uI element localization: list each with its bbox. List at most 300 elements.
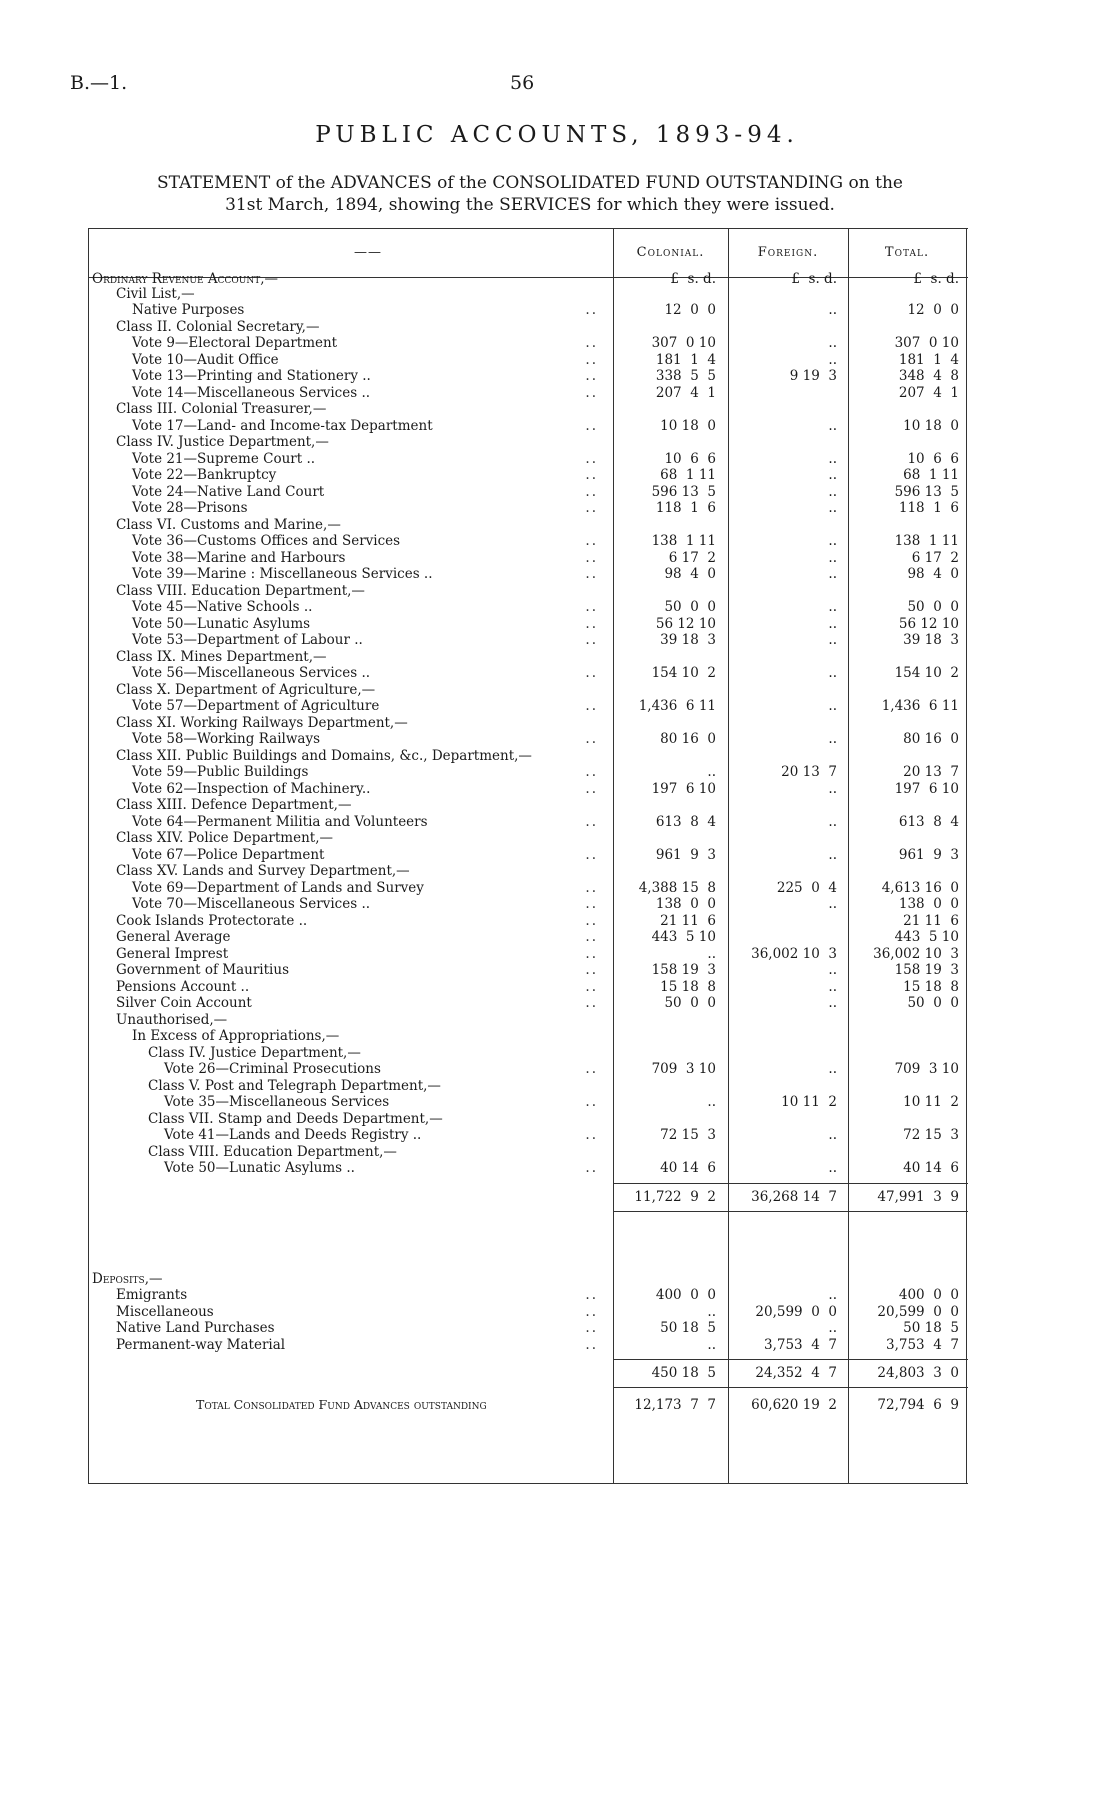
table-row bbox=[88, 896, 968, 912]
colonial-amount: 613 8 4 bbox=[655, 813, 716, 830]
foreign-amount: .. bbox=[828, 962, 837, 978]
total-amount: 50 18 5 bbox=[903, 1320, 959, 1336]
total-amount: 348 4 8 bbox=[898, 368, 959, 384]
row-label: Native Purposes bbox=[132, 302, 245, 318]
colonial-amount: 40 14 6 bbox=[660, 1160, 716, 1176]
foreign-amount: .. bbox=[828, 1320, 837, 1336]
total-amount: 10 18 0 bbox=[903, 417, 959, 434]
colonial-amount: 181 1 4 bbox=[655, 351, 716, 368]
foreign-amount: .. bbox=[828, 780, 837, 797]
total-amount: 307 0 10 bbox=[894, 335, 959, 351]
table-row bbox=[88, 1012, 968, 1028]
table-row bbox=[88, 467, 968, 483]
foreign-amount: £ s. d. bbox=[791, 271, 837, 287]
colonial-amount: 68 1 11 bbox=[660, 467, 716, 483]
row-label: Class VII. Stamp and Deeds Department,— bbox=[148, 1110, 443, 1127]
colonial-amount: 709 3 10 bbox=[651, 1061, 716, 1077]
table-row bbox=[88, 1078, 968, 1094]
table-row bbox=[88, 682, 968, 698]
leader-dots: .. bbox=[585, 929, 598, 945]
foreign-amount: 9 19 3 bbox=[789, 368, 837, 384]
table-row bbox=[88, 302, 968, 318]
total-amount: 4,613 16 0 bbox=[881, 879, 959, 896]
row-label: Vote 56—Miscellaneous Services .. bbox=[132, 665, 371, 681]
colonial-amount: 138 0 0 bbox=[655, 896, 716, 912]
total-amount: 10 6 6 bbox=[907, 450, 959, 467]
foreign-amount: .. bbox=[828, 698, 837, 714]
table-row bbox=[88, 946, 968, 962]
table-row bbox=[88, 995, 968, 1011]
table-row bbox=[88, 566, 968, 582]
row-label: Vote 14—Miscellaneous Services .. bbox=[132, 384, 371, 401]
colonial-amount: 338 5 5 bbox=[655, 368, 716, 384]
table-row bbox=[88, 880, 968, 896]
leader-dots: .. bbox=[585, 335, 598, 351]
table-row bbox=[88, 649, 968, 665]
total-amount: 68 1 11 bbox=[903, 467, 959, 483]
table-row bbox=[88, 451, 968, 467]
col-header-foreign: Foreign. bbox=[757, 245, 819, 260]
table-row bbox=[88, 748, 968, 764]
total-amount: 1,436 6 11 bbox=[881, 698, 959, 714]
grand-total-row bbox=[88, 1397, 968, 1413]
row-label: Class VIII. Education Department,— bbox=[148, 1143, 397, 1160]
table-row bbox=[88, 599, 968, 615]
table-row bbox=[88, 1320, 968, 1336]
foreign-amount: 36,268 14 7 bbox=[751, 1188, 837, 1205]
table-row bbox=[88, 1094, 968, 1110]
foreign-amount: 36,002 10 3 bbox=[751, 945, 837, 962]
advances-table bbox=[88, 228, 968, 1484]
foreign-amount: .. bbox=[828, 1061, 837, 1077]
total-amount: 3,753 4 7 bbox=[886, 1336, 959, 1353]
leader-dots: .. bbox=[585, 1160, 598, 1176]
colonial-amount: 12 0 0 bbox=[664, 302, 716, 318]
table-row bbox=[88, 1045, 968, 1061]
table-row bbox=[88, 1189, 968, 1205]
colonial-amount: 21 11 6 bbox=[660, 912, 716, 929]
leader-dots: .. bbox=[585, 962, 598, 978]
colonial-amount: 400 0 0 bbox=[655, 1287, 716, 1303]
col-header-total: Total. bbox=[884, 245, 930, 260]
leader-dots: .. bbox=[585, 566, 598, 582]
table-row bbox=[88, 814, 968, 830]
leader-dots: .. bbox=[585, 1094, 598, 1110]
foreign-amount: .. bbox=[828, 896, 837, 912]
leader-dots: .. bbox=[585, 995, 598, 1011]
row-label: Native Land Purchases bbox=[116, 1320, 275, 1336]
colonial-amount: 50 0 0 bbox=[664, 995, 716, 1011]
col-header-colonial: Colonial. bbox=[636, 245, 705, 260]
colonial-amount: 12,173 7 7 bbox=[634, 1397, 716, 1413]
foreign-amount: .. bbox=[828, 1160, 837, 1176]
leader-dots: .. bbox=[585, 467, 598, 483]
colonial-amount: 72 15 3 bbox=[660, 1127, 716, 1143]
table-row bbox=[88, 913, 968, 929]
row-label: Class VI. Customs and Marine,— bbox=[116, 516, 341, 533]
table-row bbox=[88, 698, 968, 714]
row-label: Class XII. Public Buildings and Domains, &c., Department,— bbox=[116, 747, 532, 764]
leader-dots: .. bbox=[585, 302, 598, 318]
colonial-amount: .. bbox=[707, 1336, 716, 1353]
total-amount: 20,599 0 0 bbox=[877, 1303, 959, 1320]
total-amount: 197 6 10 bbox=[894, 780, 959, 797]
foreign-amount: .. bbox=[828, 500, 837, 516]
statement-line-1: STATEMENT of the ADVANCES of the CONSOLIDATED FUND OUTSTANDING on the bbox=[157, 173, 903, 193]
table-row bbox=[88, 863, 968, 879]
leader-dots: .. bbox=[585, 1336, 598, 1353]
table-row bbox=[88, 319, 968, 335]
total-amount: 21 11 6 bbox=[903, 912, 959, 929]
leader-dots: .. bbox=[585, 384, 598, 401]
total-amount: 138 1 11 bbox=[894, 533, 959, 549]
table-row bbox=[88, 500, 968, 516]
leader-dots: .. bbox=[585, 351, 598, 368]
table-row bbox=[88, 1144, 968, 1160]
row-label: Ordinary Revenue Account,— bbox=[92, 271, 279, 287]
row-label: Vote 45—Native Schools .. bbox=[132, 599, 313, 615]
table-row bbox=[88, 401, 968, 417]
colonial-amount: 50 0 0 bbox=[664, 599, 716, 615]
table-row bbox=[88, 1337, 968, 1353]
table-row bbox=[88, 335, 968, 351]
table-row bbox=[88, 434, 968, 450]
row-label: Class XIII. Defence Department,— bbox=[116, 797, 352, 813]
subtotal-rule bbox=[613, 1211, 968, 1212]
total-amount: 36,002 10 3 bbox=[873, 945, 959, 962]
row-label: Miscellaneous bbox=[116, 1303, 214, 1320]
table-row bbox=[88, 418, 968, 434]
row-label: Vote 26—Criminal Prosecutions bbox=[164, 1061, 381, 1077]
leader-dots: .. bbox=[585, 978, 598, 995]
subtotal-rule bbox=[613, 1183, 968, 1184]
leader-dots: .. bbox=[585, 500, 598, 516]
foreign-amount: .. bbox=[828, 731, 837, 747]
colonial-amount: 197 6 10 bbox=[651, 780, 716, 797]
colonial-amount: 98 4 0 bbox=[664, 566, 716, 582]
total-amount: 6 17 2 bbox=[911, 549, 959, 566]
colonial-amount: .. bbox=[707, 1303, 716, 1320]
row-label: Deposits,— bbox=[92, 1270, 163, 1287]
leader-dots: .. bbox=[585, 1287, 598, 1303]
foreign-amount: 20,599 0 0 bbox=[755, 1303, 837, 1320]
table-row bbox=[88, 1304, 968, 1320]
row-label: Vote 39—Marine : Miscellaneous Services .. bbox=[132, 566, 433, 582]
row-label: Class V. Post and Telegraph Department,— bbox=[148, 1077, 441, 1094]
row-label: Vote 41—Lands and Deeds Registry .. bbox=[164, 1127, 422, 1143]
leader-dots: .. bbox=[585, 368, 598, 384]
leader-dots: .. bbox=[585, 632, 598, 648]
colonial-amount: 11,722 9 2 bbox=[634, 1188, 716, 1205]
row-label: Class II. Colonial Secretary,— bbox=[116, 318, 320, 335]
leader-dots: .. bbox=[585, 1127, 598, 1143]
row-label: Class III. Colonial Treasurer,— bbox=[116, 401, 327, 417]
foreign-amount: .. bbox=[828, 467, 837, 483]
leader-dots: .. bbox=[585, 912, 598, 929]
total-amount: 72,794 6 9 bbox=[877, 1397, 959, 1413]
row-label: Cook Islands Protectorate .. bbox=[116, 912, 308, 929]
total-amount: 39 18 3 bbox=[903, 632, 959, 648]
colonial-amount: 50 18 5 bbox=[660, 1320, 716, 1336]
colonial-amount: 307 0 10 bbox=[651, 335, 716, 351]
colonial-amount: 596 13 5 bbox=[651, 483, 716, 500]
leader-dots: .. bbox=[585, 764, 598, 780]
total-amount: 158 19 3 bbox=[894, 962, 959, 978]
table-row bbox=[88, 929, 968, 945]
leader-dots: .. bbox=[585, 483, 598, 500]
table-row bbox=[88, 764, 968, 780]
leader-dots: .. bbox=[585, 813, 598, 830]
table-row bbox=[88, 484, 968, 500]
total-amount: 154 10 2 bbox=[894, 665, 959, 681]
row-label: Vote 50—Lunatic Asylums bbox=[132, 615, 311, 632]
colonial-amount: 80 16 0 bbox=[660, 731, 716, 747]
row-label: Vote 9—Electoral Department bbox=[132, 335, 338, 351]
foreign-amount: .. bbox=[828, 813, 837, 830]
row-label: Vote 24—Native Land Court bbox=[132, 483, 325, 500]
page-number: 56 bbox=[510, 72, 535, 94]
foreign-amount: 24,352 4 7 bbox=[755, 1365, 837, 1381]
row-label: Pensions Account .. bbox=[116, 978, 250, 995]
row-label: In Excess of Appropriations,— bbox=[132, 1028, 340, 1044]
total-amount: £ s. d. bbox=[913, 271, 959, 287]
subtotal-rule bbox=[613, 1359, 968, 1360]
row-label: General Imprest bbox=[116, 945, 229, 962]
leader-dots: .. bbox=[585, 1320, 598, 1336]
leader-dots: .. bbox=[585, 615, 598, 632]
foreign-amount: .. bbox=[828, 1127, 837, 1143]
table-row bbox=[88, 352, 968, 368]
table-row bbox=[88, 847, 968, 863]
row-label: Emigrants bbox=[116, 1287, 188, 1303]
colonial-amount: 10 18 0 bbox=[660, 417, 716, 434]
colonial-amount: 443 5 10 bbox=[651, 929, 716, 945]
colonial-amount: 4,388 15 8 bbox=[638, 879, 716, 896]
colonial-amount: £ s. d. bbox=[670, 271, 716, 287]
foreign-amount: .. bbox=[828, 995, 837, 1011]
table-row bbox=[88, 616, 968, 632]
colonial-amount: 961 9 3 bbox=[655, 846, 716, 863]
colonial-amount: 10 6 6 bbox=[664, 450, 716, 467]
total-amount: 443 5 10 bbox=[894, 929, 959, 945]
total-amount: 12 0 0 bbox=[907, 302, 959, 318]
table-row bbox=[88, 533, 968, 549]
table-row bbox=[88, 731, 968, 747]
leader-dots: .. bbox=[585, 1061, 598, 1077]
row-label: Vote 53—Department of Labour .. bbox=[132, 632, 363, 648]
leader-dots: .. bbox=[585, 896, 598, 912]
table-row bbox=[88, 830, 968, 846]
table-row bbox=[88, 1365, 968, 1381]
table-row bbox=[88, 665, 968, 681]
total-amount: 118 1 6 bbox=[898, 500, 959, 516]
table-row bbox=[88, 286, 968, 302]
colonial-amount: 6 17 2 bbox=[668, 549, 716, 566]
leader-dots: .. bbox=[585, 780, 598, 797]
row-label: Vote 59—Public Buildings bbox=[132, 764, 309, 780]
row-label: Vote 35—Miscellaneous Services bbox=[164, 1094, 390, 1110]
row-label: Class XV. Lands and Survey Department,— bbox=[116, 863, 410, 879]
foreign-amount: .. bbox=[828, 665, 837, 681]
leader-dots: .. bbox=[585, 665, 598, 681]
row-label: Class IV. Justice Department,— bbox=[116, 434, 329, 450]
colonial-amount: .. bbox=[707, 764, 716, 780]
row-label: Class VIII. Education Department,— bbox=[116, 582, 365, 599]
page-ref: B.—1. bbox=[70, 72, 128, 94]
colonial-amount: 138 1 11 bbox=[651, 533, 716, 549]
total-amount: 709 3 10 bbox=[894, 1061, 959, 1077]
row-label: Vote 10—Audit Office bbox=[132, 351, 279, 368]
row-label: Vote 58—Working Railways bbox=[132, 731, 321, 747]
colonial-amount: 1,436 6 11 bbox=[638, 698, 716, 714]
leader-dots: .. bbox=[585, 599, 598, 615]
row-label: Vote 38—Marine and Harbours bbox=[132, 549, 346, 566]
table-row bbox=[88, 385, 968, 401]
leader-dots: .. bbox=[585, 698, 598, 714]
table-row bbox=[88, 632, 968, 648]
foreign-amount: .. bbox=[828, 846, 837, 863]
table-row bbox=[88, 1028, 968, 1044]
colonial-amount: 118 1 6 bbox=[655, 500, 716, 516]
foreign-amount: .. bbox=[828, 533, 837, 549]
row-label: General Average bbox=[116, 929, 231, 945]
foreign-amount: .. bbox=[828, 351, 837, 368]
leader-dots: .. bbox=[585, 1303, 598, 1320]
total-amount: 50 0 0 bbox=[907, 995, 959, 1011]
colonial-amount: 39 18 3 bbox=[660, 632, 716, 648]
col-header-blank: —— bbox=[354, 245, 382, 260]
foreign-amount: .. bbox=[828, 335, 837, 351]
foreign-amount: .. bbox=[828, 1287, 837, 1303]
row-label: Government of Mauritius bbox=[116, 962, 289, 978]
table-row bbox=[88, 368, 968, 384]
table-row bbox=[88, 1111, 968, 1127]
foreign-amount: 225 0 4 bbox=[776, 879, 837, 896]
leader-dots: .. bbox=[585, 731, 598, 747]
total-amount: 20 13 7 bbox=[903, 764, 959, 780]
total-amount: 10 11 2 bbox=[903, 1094, 959, 1110]
leader-dots: .. bbox=[585, 549, 598, 566]
row-label: Class X. Department of Agriculture,— bbox=[116, 681, 376, 698]
row-label: Vote 64—Permanent Militia and Volunteers bbox=[132, 813, 428, 830]
table-row bbox=[88, 962, 968, 978]
row-label: Vote 70—Miscellaneous Services .. bbox=[132, 896, 371, 912]
foreign-amount: 3,753 4 7 bbox=[764, 1336, 837, 1353]
total-amount: 15 18 8 bbox=[903, 978, 959, 995]
statement-line-2: 31st March, 1894, showing the SERVICES for which they were issued. bbox=[225, 195, 835, 215]
row-label: Class XIV. Police Department,— bbox=[116, 830, 333, 846]
leader-dots: .. bbox=[585, 846, 598, 863]
foreign-amount: .. bbox=[828, 302, 837, 318]
foreign-amount: .. bbox=[828, 566, 837, 582]
table-row bbox=[88, 1061, 968, 1077]
row-label: Vote 17—Land- and Income-tax Department bbox=[132, 417, 433, 434]
row-label: Vote 50—Lunatic Asylums .. bbox=[164, 1160, 355, 1176]
row-label: Vote 62—Inspection of Machinery.. bbox=[132, 780, 371, 797]
table-row bbox=[88, 1127, 968, 1143]
colonial-amount: 15 18 8 bbox=[660, 978, 716, 995]
leader-dots: .. bbox=[585, 533, 598, 549]
foreign-amount: .. bbox=[828, 450, 837, 467]
leader-dots: .. bbox=[585, 450, 598, 467]
statement-heading bbox=[80, 172, 980, 216]
row-label: Vote 28—Prisons bbox=[132, 500, 248, 516]
row-label: Vote 13—Printing and Stationery .. bbox=[132, 368, 371, 384]
foreign-amount: .. bbox=[828, 417, 837, 434]
row-label: Vote 22—Bankruptcy bbox=[132, 467, 277, 483]
page-title: PUBLIC ACCOUNTS, 1893-94. bbox=[315, 122, 799, 148]
row-label: Unauthorised,— bbox=[116, 1011, 228, 1028]
row-label: Silver Coin Account bbox=[116, 995, 252, 1011]
table-row bbox=[88, 797, 968, 813]
total-amount: 207 4 1 bbox=[898, 384, 959, 401]
row-label: Vote 69—Department of Lands and Survey bbox=[132, 879, 424, 896]
leader-dots: .. bbox=[585, 417, 598, 434]
colonial-amount: 158 19 3 bbox=[651, 962, 716, 978]
total-amount: 138 0 0 bbox=[898, 896, 959, 912]
total-amount: 98 4 0 bbox=[907, 566, 959, 582]
foreign-amount: .. bbox=[828, 549, 837, 566]
total-amount: 40 14 6 bbox=[903, 1160, 959, 1176]
grand-total-label: Total Consolidated Fund Advances outstanding bbox=[196, 1397, 487, 1412]
table-row bbox=[88, 781, 968, 797]
foreign-amount: 10 11 2 bbox=[781, 1094, 837, 1110]
foreign-amount: .. bbox=[828, 615, 837, 632]
row-label: Vote 36—Customs Offices and Services bbox=[132, 533, 401, 549]
colonial-amount: 207 4 1 bbox=[655, 384, 716, 401]
foreign-amount: .. bbox=[828, 978, 837, 995]
total-amount: 613 8 4 bbox=[898, 813, 959, 830]
colonial-amount: .. bbox=[707, 1094, 716, 1110]
total-amount: 400 0 0 bbox=[898, 1287, 959, 1303]
row-label: Permanent-way Material bbox=[116, 1336, 286, 1353]
total-amount: 47,991 3 9 bbox=[877, 1188, 959, 1205]
row-label: Civil List,— bbox=[116, 285, 195, 302]
leader-dots: .. bbox=[585, 879, 598, 896]
total-amount: 72 15 3 bbox=[903, 1127, 959, 1143]
row-label: Vote 67—Police Department bbox=[132, 846, 325, 863]
table-row bbox=[88, 517, 968, 533]
total-amount: 596 13 5 bbox=[894, 483, 959, 500]
foreign-amount: .. bbox=[828, 599, 837, 615]
total-amount: 50 0 0 bbox=[907, 599, 959, 615]
leader-dots: .. bbox=[585, 945, 598, 962]
colonial-amount: 154 10 2 bbox=[651, 665, 716, 681]
table-row bbox=[88, 550, 968, 566]
total-amount: 961 9 3 bbox=[898, 846, 959, 863]
total-amount: 24,803 3 0 bbox=[877, 1365, 959, 1381]
foreign-amount: 20 13 7 bbox=[781, 764, 837, 780]
table-row bbox=[88, 1160, 968, 1176]
table-row bbox=[88, 715, 968, 731]
colonial-amount: 56 12 10 bbox=[655, 615, 716, 632]
row-label: Class IX. Mines Department,— bbox=[116, 648, 327, 665]
foreign-amount: .. bbox=[828, 632, 837, 648]
foreign-amount: .. bbox=[828, 483, 837, 500]
total-amount: 56 12 10 bbox=[898, 615, 959, 632]
row-label: Vote 21—Supreme Court .. bbox=[132, 450, 316, 467]
row-label: Class XI. Working Railways Department,— bbox=[116, 714, 408, 731]
table-row bbox=[88, 1287, 968, 1303]
colonial-amount: 450 18 5 bbox=[651, 1365, 716, 1381]
table-row bbox=[88, 979, 968, 995]
total-amount: 80 16 0 bbox=[903, 731, 959, 747]
colonial-amount: .. bbox=[707, 945, 716, 962]
row-label: Vote 57—Department of Agriculture bbox=[132, 698, 380, 714]
subtotal-rule bbox=[613, 1387, 968, 1388]
row-label: Class IV. Justice Department,— bbox=[148, 1044, 361, 1061]
table-row bbox=[88, 583, 968, 599]
